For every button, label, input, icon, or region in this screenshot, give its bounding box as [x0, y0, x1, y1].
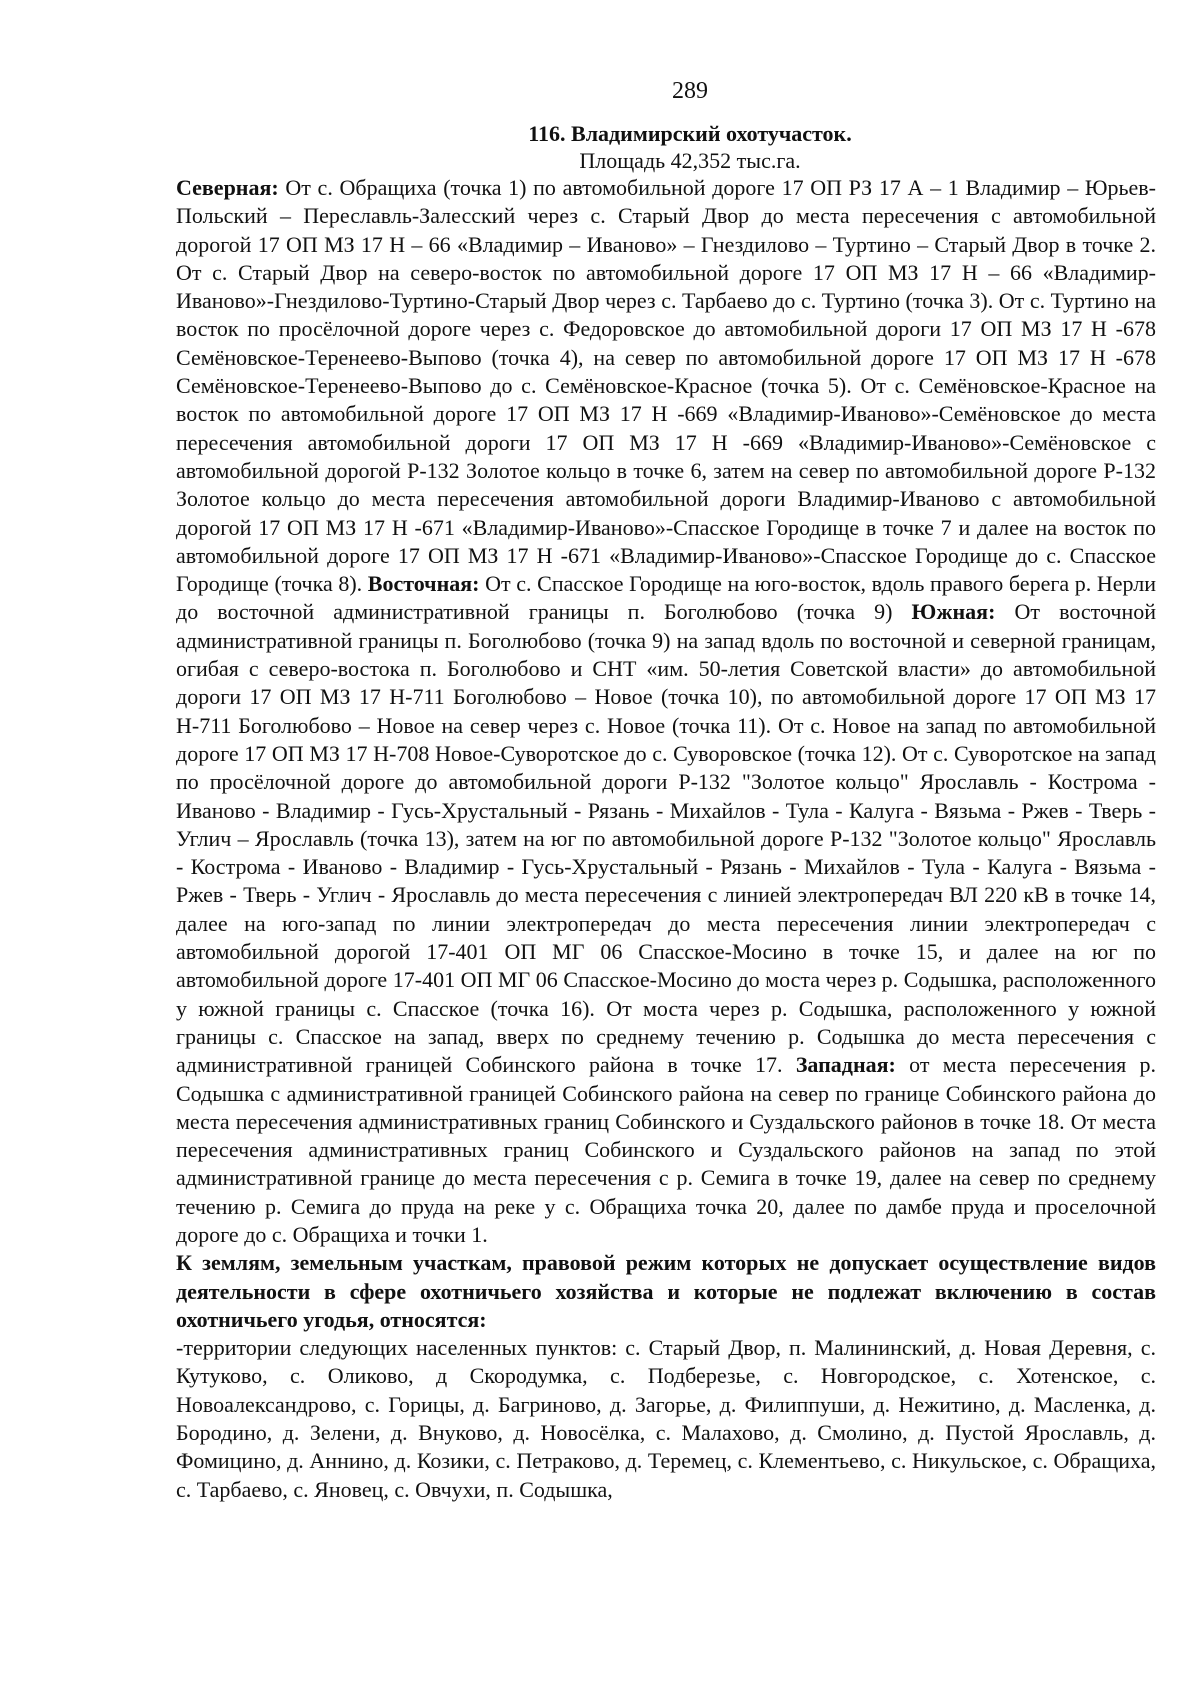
north-text: От с. Обращиха (точка 1) по автомобильной дороге 17 ОП РЗ 17 А – 1 Владимир – Юрьев-Польский – Переславль-Залесский через с. Старый Двор до места пересечения с автомобильной дорогой 17 ОП МЗ 17 Н – 66 «Владимир – Иваново» – Гнездилово – Туртино – Старый Двор в точке 2. От с. Старый Двор на северо-восток по автомобильной дороге 17 ОП МЗ 17 Н – 66 «Владимир-Иваново»-Гнездилово-Туртино-Старый Двор через с. Тарбаево до с. Туртино (точка 3). От с. Туртино на восток по просёлочной дороге через с. Федоровское до автомобильной дороги 17 ОП МЗ 17 Н -678 Семёновское-Теренеево-Выпово (точка 4), на север по автомобильной дороге 17 ОП МЗ 17 Н -678 Семёновское-Теренеево-Выпово до с. Семёновское-Красное (точка 5). От с. Семёновское-Красное на восток по автомобильной дороге 17 ОП МЗ 17 Н -669 «Владимир-Иваново»-Семёновское до места пересечения автомобильной дороги 17 ОП МЗ 17 Н -669 «Владимир-Иваново»-Семёновское с автомобильной дорогой Р-132 Золотое кольцо в точке 6, затем на север по автомобильной дороге Р-132 Золотое кольцо до места пересечения автомобильной дороги Владимир-Иваново с автомобильной дорогой 17 ОП МЗ 17 Н -671 «Владимир-Иваново»-Спасское Городище в точке 7 и далее на восток по автомобильной дороге 17 ОП МЗ 17 Н -671 «Владимир-Иваново»-Спасское Городище до с. Спасское Городище (точка 8).: [176, 175, 1156, 597]
west-text: от места пересечения р. Содышка с административной границей Собинского района на север по границе Собинского района до места пересечения административных границ Собинского и Суздальского районов в точке 18. От места пересечения административных границ Собинского и Суздальского районов на запад по этой административной границе до места пересечения с р. Семига в точке 19, далее на север по среднему течению р. Семига до пруда на реке у с. Обращиха точка 20, далее по дамбе пруда и проселочной дороге до с. Обращиха и точки 1.: [176, 1052, 1156, 1247]
document-page: [176, 76, 1156, 1504]
south-label: Южная:: [911, 599, 996, 625]
page-number: 289: [672, 78, 708, 104]
south-text: От восточной административной границы п. Боголюбово (точка 9) на запад вдоль по восточной и северной границам, огибая с северо-востока п. Боголюбово и СНТ «им. 50-летия Советской власти» до автомобильной дороги 17 ОП МЗ 17 Н-711 Боголюбово – Новое (точка 10), по автомобильной дороге 17 ОП МЗ 17 Н-711 Боголюбово – Новое на север через с. Новое (точка 11). От с. Новое на запад по автомобильной дороге 17 ОП МЗ 17 Н-708 Новое-Суворотское до с. Суворовское (точка 12). От с. Суворотское на запад по просёлочной дороге до автомобильной дороги Р-132 "Золотое кольцо" Ярославль - Кострома - Иваново - Владимир - Гусь-Хрустальный - Рязань - Михайлов - Тула - Калуга - Вязьма - Ржев - Тверь - Углич – Ярославль (точка 13), затем на юг по автомобильной дороге Р-132 "Золотое кольцо" Ярославль - Кострома - Иваново - Владимир - Гусь-Хрустальный - Рязань - Михайлов - Тула - Калуга - Вязьма - Ржев - Тверь - Углич - Ярославль до места пересечения с линией электропередач ВЛ 220 кВ в точке 14, далее на юго-запад по линии электропередач до места пересечения линии электропередач с автомобильной дорогой 17-401 ОП МГ 06 Спасское-Мосино в точке 15, и далее на юг по автомобильной дороге 17-401 ОП МГ 06 Спасское-Мосино до моста через р. Содышка, расположенного у южной границы с. Спасское (точка 16). От моста через р. Содышка, расположенного у южной границы с. Спасское на запад, вверх по среднему течению р. Содышка до места пересечения с административной границей Собинского района в точке 17.: [176, 599, 1156, 1078]
east-text: От с. Спасское Городище на юго-восток, вдоль правого берега р. Нерли до восточной административной границы п. Боголюбово (точка 9): [176, 571, 1156, 625]
east-label: Восточная:: [367, 571, 480, 597]
area-line: Площадь 42,352 тыс.га.: [579, 148, 801, 173]
west-label: Западная:: [795, 1052, 896, 1078]
north-label: Северная:: [176, 175, 279, 200]
section-title: 116. Владимирский охотучасток.: [528, 121, 852, 146]
exclusions-heading: К землям, земельным участкам, правовой режим которых не допускает осуществление видов деятельности в сфере охотничьего хозяйства и которые не подлежат включению в состав охотничьего угодья, относятся:: [176, 1250, 1156, 1332]
settlements-paragraph: -территории следующих населенных пунктов: с. Старый Двор, п. Малининский, д. Новая Деревня, с. Кутуково, с. Оликово, д Скородумка, с. Подберезье, с. Новгородское, с. Хотенское, с. Новоалександрово, с. Горицы, д. Багриново, д. Загорье, д. Филиппуши, д. Нежитино, д. Масленка, д. Бородино, д. Зелени, д. Внуково, д. Новосёлка, с. Малахово, д. Смолино, д. Пустой Ярославль, д. Фомицино, д. Аннино, д. Козики, с. Петраково, д. Теремец, с. Клементьево, с. Никульское, с. Обращиха, с. Тарбаево, с. Яновец, с. Овчухи, п. Содышка,: [176, 1335, 1156, 1502]
boundary-description: [176, 174, 1156, 1249]
